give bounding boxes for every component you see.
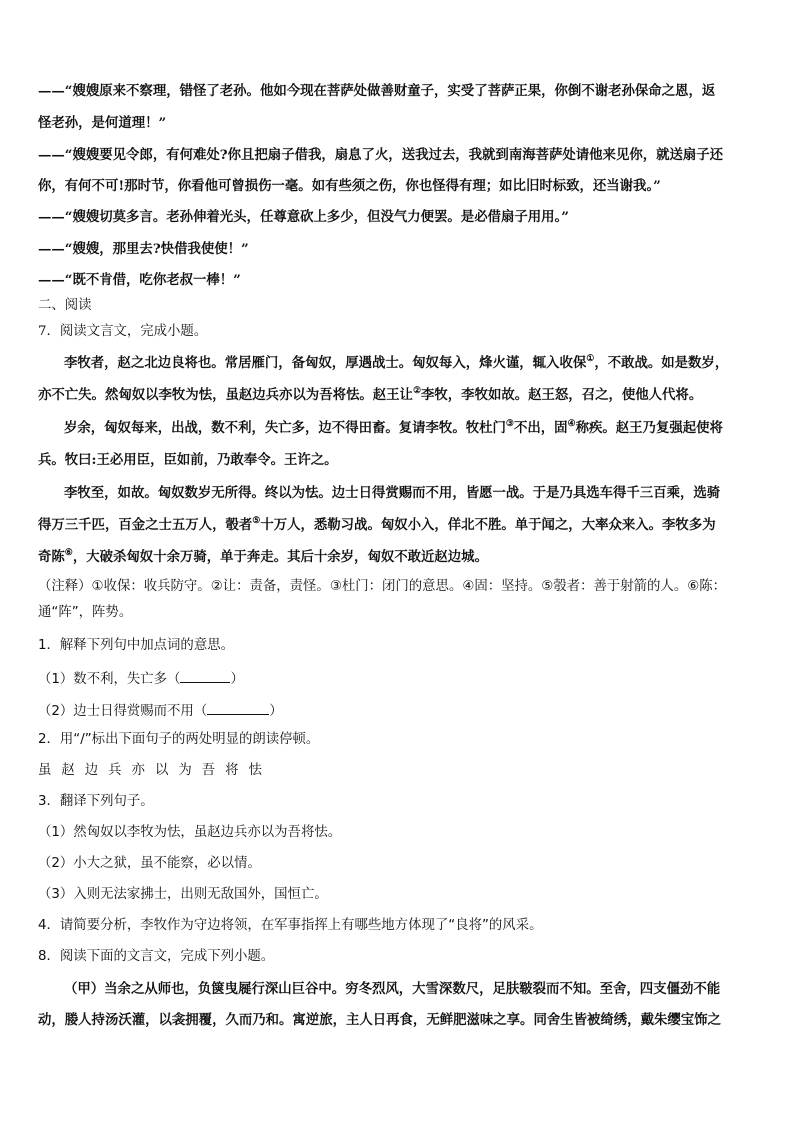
dialogue-1-line-2: 怪老孙，是何道理！”: [38, 115, 167, 131]
q7-stem: 7．阅读文言文，完成小题。: [38, 324, 208, 339]
dialogue-4: ——“嫂嫂，那里去?快借我使使！”: [38, 241, 249, 257]
q7-sub1-stem: 1．解释下列句中加点词的意思。: [38, 638, 234, 653]
q7-sub1-item-2: （2）边士日得赏赐而不用（ ）: [38, 700, 758, 721]
q7-notes-line-1: （注释）①收保：收兵防守。②让：责备，责怪。③杜门：闭门的意思。④固：坚持。⑤彀者：善于射箭的人。⑥陈：: [38, 579, 726, 594]
q7-sub3-item-1: （1）然匈奴以李牧为怯，虽赵边兵亦以为吾将怯。: [38, 825, 342, 840]
dialogue-5: ——“既不肯借，吃你老叔一棒！”: [38, 272, 241, 288]
note-ref-4: ④: [567, 419, 576, 429]
q7-sub3-item-3: （3）入则无法家拂士，出则无敌国外，国恒亡。: [38, 887, 328, 902]
q8-stem: 8．阅读下面的文言文，完成下列小题。: [38, 949, 275, 964]
dialogue-1-line-1: ——“嫂嫂原来不察理，错怪了老孙。他如今现在菩萨处做善财童子，实受了菩萨正果，你倒不谢老孙保命之恩，返: [38, 83, 716, 99]
dialogue-3: ——“嫂嫂切莫多言。老孙伸着光头，任尊意砍上多少，但没气力便罢。是必借扇子用用。”: [38, 209, 569, 225]
q7-para2-line-1: 岁余，匈奴每来，出战，数不利，失亡多，边不得田畜。复请李牧。牧杜门③不出，固④称疾。赵王乃复强起使将: [64, 419, 723, 436]
q7-para3-line-1: 李牧至，如故。匈奴数岁无所得。终以为怯。边士日得赏赐而不用，皆愿一战。于是乃具选车得千三百乘，选骑: [64, 485, 721, 501]
note-ref-3: ③: [505, 419, 514, 429]
q7-sub3-stem: 3．翻译下列句子。: [38, 794, 154, 809]
note-ref-1: ①: [586, 354, 595, 364]
q7-para2-line-2: 兵。牧曰:王必用臣，臣如前，乃敢奉令。王许之。: [38, 452, 338, 468]
q7-para1-line-2: 亦不亡失。然匈奴以李牧为怯，虽赵边兵亦以为吾将怯。赵王让②李牧，李牧如故。赵王怒，召之，使他人代将。: [38, 386, 703, 403]
q7-sub3-item-2: （2）小大之狱，虽不能察，必以情。: [38, 856, 261, 871]
q7-sub2-sentence: 虽赵边兵亦以为吾将怯: [38, 763, 272, 778]
note-ref-2: ②: [412, 386, 422, 396]
answer-blank-2[interactable]: [207, 700, 269, 715]
q7-sub4-stem: 4．请简要分析，李牧作为守边将领，在军事指挥上有哪些地方体现了“良将”的风采。: [38, 918, 543, 933]
q8-passage-line-2: 动，媵人持汤沃灌，以衾拥覆，久而乃和。寓逆旅，主人日再食，无鲜肥滋味之享。同舍生皆被绮绣，戴朱缨宝饰之: [38, 1012, 721, 1028]
dialogue-2-line-1: ——“嫂嫂要见令郎，有何难处?你且把扇子借我，扇息了火，送我过去，我就到南海菩萨处请他来见你，就送扇子还: [38, 147, 724, 163]
q7-para3-line-3: 奇陈⑥，大破杀匈奴十余万骑，单于奔走。其后十余岁，匈奴不敢近赵边城。: [38, 548, 488, 565]
answer-blank-1[interactable]: [180, 668, 230, 683]
dialogue-2-line-2: 你，有何不可!那时节，你看他可曾损伤一毫。如有些须之伤，你也怪得有理；如比旧时标致，还当谢我。”: [38, 178, 661, 194]
q7-para1-line-1: 李牧者，赵之北边良将也。常居雁门，备匈奴，厚遇战士。匈奴每入，烽火谨，辄入收保①，不敢战。如是数岁，: [64, 354, 729, 371]
q8-passage-line-1: （甲）当余之从师也，负箧曳屣行深山巨谷中。穷冬烈风，大雪深数尺，足肤皲裂而不知。至舍，四支僵劲不能: [64, 981, 721, 997]
note-ref-6: ⑥: [64, 548, 73, 558]
q7-sub1-item-1: （1）数不利，失亡多（ ）: [38, 668, 758, 689]
q7-notes-line-2: 通“阵”，阵势。: [38, 605, 133, 620]
q7-sub2-stem: 2．用“/”标出下面句子的两处明显的朗读停顿。: [38, 732, 320, 747]
section-title: 二、阅读: [38, 298, 92, 313]
q7-para3-line-2: 得万三千匹，百金之士五万人，彀者⑤十万人，悉勒习战。匈奴小入，佯北不胜。单于闻之，大率众来入。李牧多为: [38, 516, 716, 533]
note-ref-5: ⑤: [252, 516, 261, 526]
